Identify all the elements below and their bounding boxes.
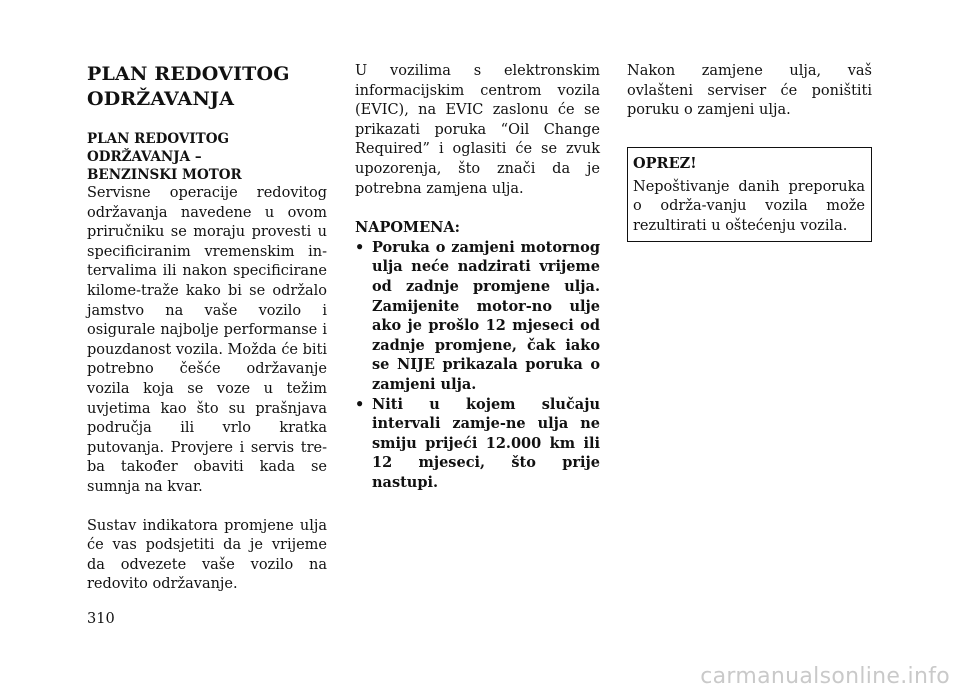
oil-indicator-paragraph: Sustav indikatora promjene ulja će vas podsjetiti da je vrijeme da odvezete vaše vozilo na redovito održavanje. xyxy=(87,517,327,593)
evic-paragraph: U vozilima s elektronskim informacijskim centrom vozila (EVIC), na EVIC zaslonu će se prikazati poruka “Oil Change Required” i oglasiti će se zvuk upozorenja, što znači da je potrebna zamjena ulja. xyxy=(355,63,600,197)
watermark: carmanualsonline.info xyxy=(700,664,950,689)
bullet-icon: • xyxy=(355,238,365,256)
column-left xyxy=(87,62,327,595)
subheading-line1: PLAN REDOVITOG ODRŽAVANJA – xyxy=(87,131,230,165)
note-label: NAPOMENA: xyxy=(355,219,460,237)
page-title xyxy=(87,62,327,112)
page-title-line1: PLAN REDOVITOG xyxy=(87,63,290,85)
caution-title: OPREZ! xyxy=(633,154,697,172)
column-right xyxy=(627,62,872,242)
section-subheading xyxy=(87,130,327,184)
bullet-icon: • xyxy=(355,395,365,413)
note-item-text: Poruka o zamjeni motornog ulja neće nadzirati vrijeme od zadnje promjene ulja. Zamijenite motor-no ulje ako je prošlo 12 mjeseci od zadnje promjene, čak iako se NIJE prikazala poruka o zamjeni ulja. xyxy=(372,238,600,393)
page-title-line2: ODRŽAVANJA xyxy=(87,88,235,110)
reset-message-paragraph: Nakon zamjene ulja, vaš ovlašteni serviser će poništiti poruku o zamjeni ulja. xyxy=(627,63,872,119)
page-number: 310 xyxy=(87,611,115,627)
caution-text: Nepoštivanje danih preporuka o održa-vanju vozila može rezultirati u oštećenju vozila. xyxy=(633,178,865,234)
note-item-text: Niti u kojem slučaju intervali zamje-ne ulja ne smiju prijeći 12.000 km ili 12 mjeseci, što prije nastupi. xyxy=(372,395,600,491)
maintenance-intro-paragraph: Servisne operacije redovitog održavanja navedene u ovom priručniku se moraju provesti u specificiranim vremenskim in-tervalima ili nakon specificirane kilome-traže kako bi se održalo jamstvo na vaše vozilo i osigurale najbolje performanse i pouzdanost vozila. Možda će biti potrebno češće održavanje vozila koja se voze u težim uvjetima kao što su prašnjava područja ili vrlo kratka putovanja. Provjere i servis tre-ba također obaviti kada se sumnja na kvar. xyxy=(87,185,328,495)
caution-box xyxy=(627,147,872,242)
note-list xyxy=(355,238,600,493)
subheading-line2: BENZINSKI MOTOR xyxy=(87,167,242,183)
column-middle xyxy=(355,62,600,492)
note-item xyxy=(355,395,600,493)
note-item xyxy=(355,238,600,395)
